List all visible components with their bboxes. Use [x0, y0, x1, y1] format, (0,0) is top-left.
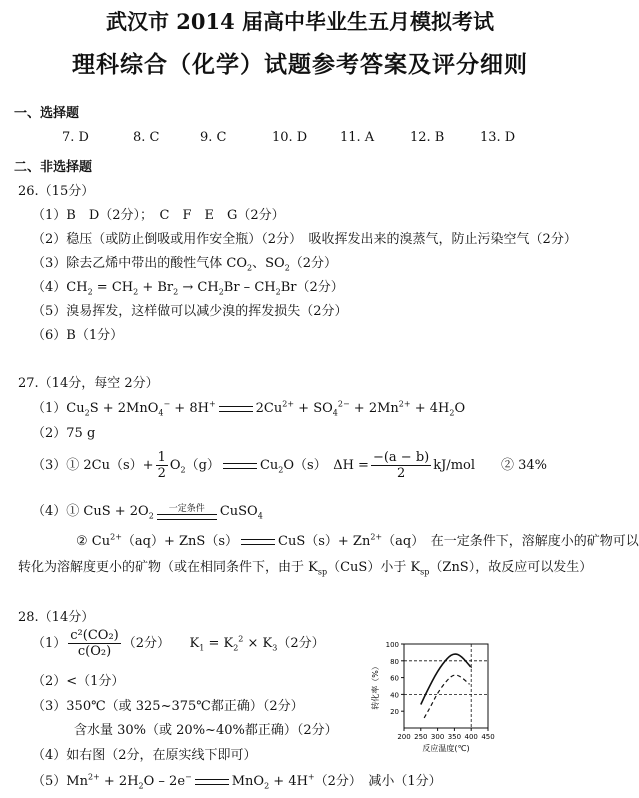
x-tick-label: 350 — [447, 733, 462, 741]
answer-11: 11. A — [340, 130, 375, 145]
equals-sign — [241, 539, 275, 545]
q26-line4: $(4)CH_2 = CH_2 + Br_2 \to CH_2Br - CH_2Br(2$分） — [32, 280, 344, 297]
fraction-half: $\frac{1}{2}$ — [157, 450, 166, 481]
x-tick-label: 450 — [481, 733, 495, 741]
q28-line5: $(5)Mn^{2+} + 2H_2O - 2e^-$ MnO$_2$ + 4H+（2分） 减小（1分） — [32, 772, 442, 791]
y-tick-label: 80 — [390, 657, 399, 666]
q27-line1: $(1)Cu_2S + 2MnO_4^- + 8H^+$ $2Cu^{2+} + SO_4^{2-} + 2Mn^{2+} + 4H_2O$ — [32, 399, 466, 418]
q28-line3: （3）350℃（或 325~375℃都正确）（2分） — [32, 699, 304, 714]
q26-line2: （2）稳压（或防止倒吸或用作安全瓶）（2分） 吸收挥发出来的溴蒸气，防止污染空气（2分） — [32, 232, 577, 247]
y-tick-label: 60 — [390, 674, 399, 683]
y-tick-label: 20 — [390, 708, 399, 717]
q28-line1: （1） $\frac{\text{c²(CO₂)}}{\text{c(O₂)}}$ （2分） $K_1 = K_2^2 \times K_3(2$分） — [32, 628, 325, 659]
q28-line2: （2）<（1分） — [32, 674, 125, 689]
answer-9: 9. C — [200, 130, 227, 145]
q27-line3: （3）① 2Cu（s）+ $\frac{1}{2}$ $O_2(g)$ $Cu_2O(s)$ ΔH = $\frac{-(a - b)}{2}$ kJ/mol ② 34% — [32, 450, 548, 481]
q27-title: 27.（14分，每空 2分） — [18, 376, 159, 391]
q27-line2: （2）75 g — [32, 426, 96, 441]
equals-sign — [223, 463, 257, 469]
y-tick-label: 40 — [390, 691, 399, 700]
x-tick-label: 300 — [430, 733, 445, 741]
x-tick-label: 250 — [414, 733, 428, 741]
y-tick-label: 100 — [385, 641, 399, 649]
conversion-chart — [370, 636, 520, 754]
q26-line1: （1）B D（2分）； C F E G（2分） — [32, 208, 285, 223]
equals-sign — [219, 406, 253, 412]
doc-subtitle: 理科综合（化学）试题参考答案及评分细则 — [72, 52, 528, 78]
chart-ylabel: 转化率（%） — [371, 662, 380, 710]
q28-line3b: 含水量 30%（或 20%~40%都正确）（2分） — [74, 723, 338, 738]
chart-frame — [404, 644, 488, 728]
q26-line6: （6）B（1分） — [32, 328, 124, 343]
x-tick-label: 400 — [464, 733, 478, 741]
answer-10: 10. D — [272, 130, 308, 145]
equals-sign — [195, 779, 229, 785]
fraction-delta-h: $\frac{-(a - b)}{2}$ — [372, 450, 430, 481]
q26-line5: （5）溴易挥发，这样做可以减少溴的挥发损失（2分） — [32, 304, 348, 319]
fraction-k-expression: $\frac{\text{c²(CO₂)}}{\text{c(O₂)}}$ — [70, 628, 119, 659]
q27-line6: 转化为溶解度更小的矿物（或在相同条件下，由于 $K_{sp}(CuS)$小于 $K_{sp}(ZnS)$，故反应可以发生） — [18, 560, 593, 577]
series-dashed-line — [424, 675, 469, 718]
q28-title: 28.（14分） — [18, 610, 95, 625]
q26-line3: （3）除去乙烯中带出的酸性气体 $CO_2$、$SO_2(2$分） — [32, 256, 338, 273]
q26-title: 26.（15分） — [18, 184, 95, 199]
answer-7: 7. D — [62, 130, 89, 145]
chart-xlabel: 反应温度(℃) — [422, 744, 470, 753]
section-nonchoice-label: 二、非选择题 — [14, 160, 93, 175]
answer-12: 12. B — [410, 130, 445, 145]
section-choice-label: 一、选择题 — [14, 106, 80, 121]
answer-8: 8. C — [133, 130, 160, 145]
answer-13: 13. D — [480, 130, 516, 145]
q27-line5: ② $Cu^{2+}(aq)+ ZnS(s)$ $CuS(s)+ Zn^{2+}(aq)$ 在一定条件下，溶解度小的矿物可以 — [76, 532, 639, 549]
x-tick-label: 200 — [397, 733, 411, 741]
q28-line4: （4）如右图（2分，在原实线下即可） — [32, 748, 257, 763]
condition-arrow: 一定条件 — [157, 504, 217, 520]
q27-line4: （4）① CuS + $2O_2$ 一定条件 CuSO$_4$ — [32, 503, 263, 521]
doc-title: 武汉市 2014 届高中毕业生五月模拟考试 — [105, 9, 495, 34]
